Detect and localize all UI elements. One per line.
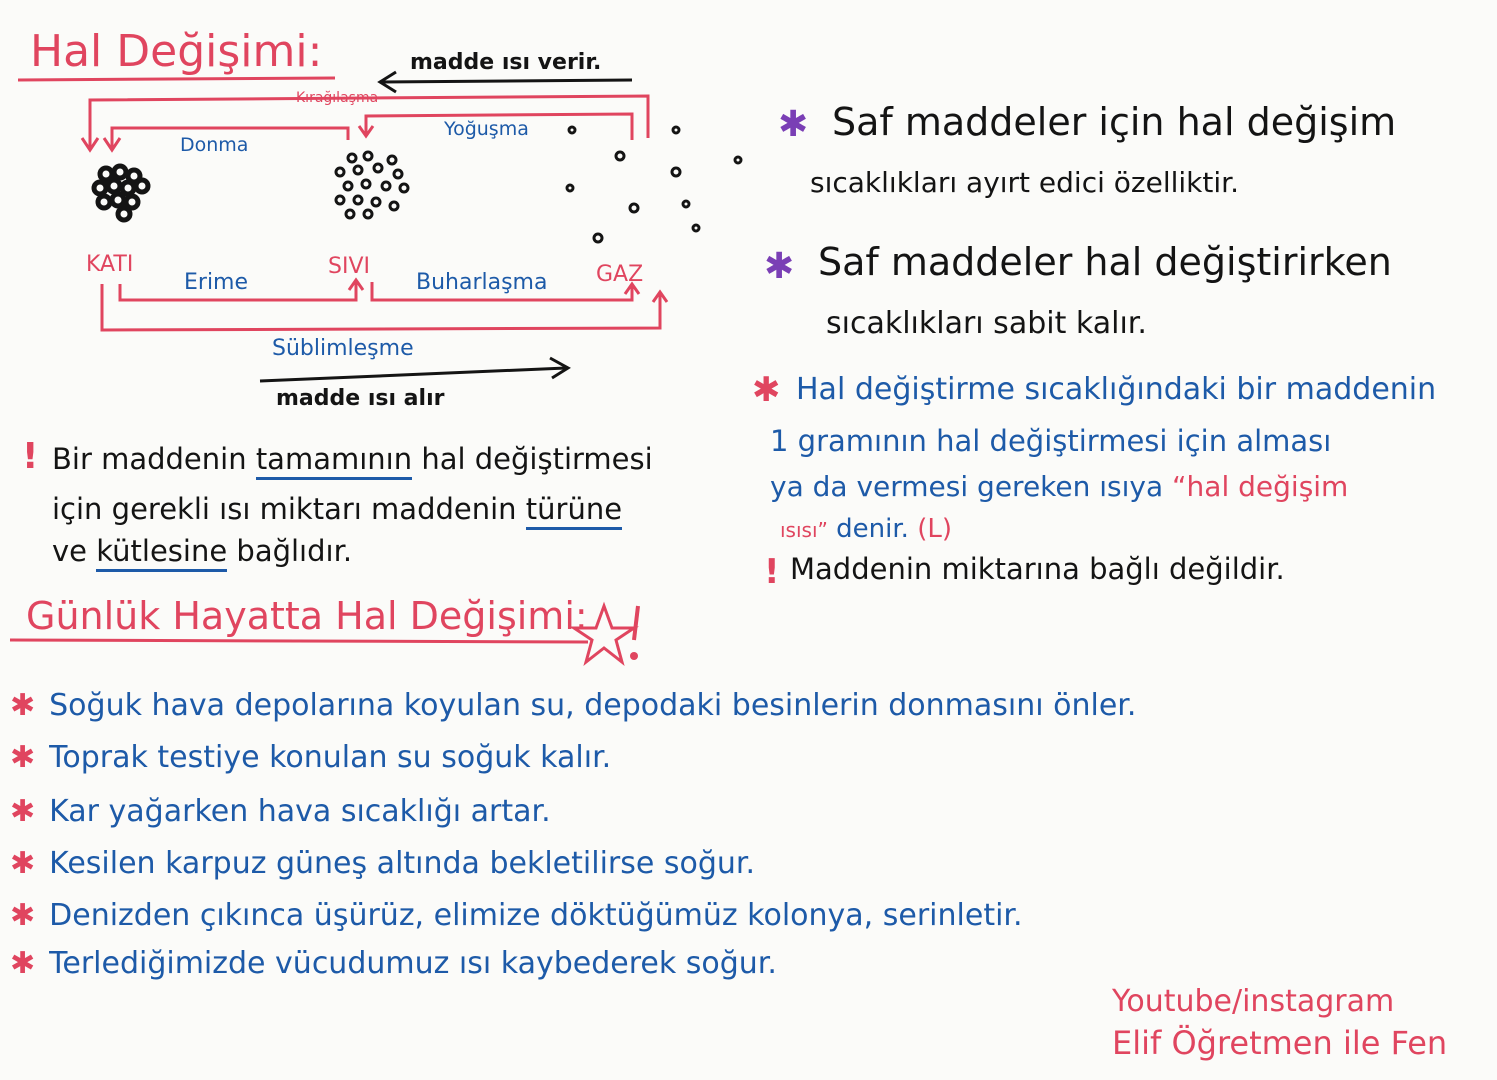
right-note1-line2: sıcaklıkları ayırt edici özelliktir.	[810, 166, 1239, 199]
asterisk-icon: ✱	[764, 246, 795, 287]
exclamation-icon: !	[764, 552, 780, 592]
daily-item-text: Kesilen karpuz güneş altında bekletilirse soğur.	[49, 846, 756, 881]
credit-line2: Elif Öğretmen ile Fen	[1112, 1024, 1448, 1062]
daily-item-text: Denizden çıkınca üşürüz, elimize döktüğümüz kolonya, serinletir.	[49, 898, 1023, 933]
asterisk-icon: ✱	[10, 794, 36, 829]
title-underline	[18, 78, 335, 80]
left-note-line2	[52, 492, 622, 526]
right-note-symbol: (L)	[917, 514, 952, 544]
left-note-text: hal değiştirmesi	[421, 442, 653, 476]
right-note4: Maddenin miktarına bağlı değildir.	[790, 552, 1285, 586]
evaporation-label: Buharlaşma	[416, 270, 548, 295]
credit-line1: Youtube/instagram	[1112, 984, 1395, 1019]
left-note-line1	[52, 442, 653, 476]
asterisk-icon: ✱	[10, 740, 36, 775]
sublimation-label: Süblimleşme	[272, 336, 414, 361]
heat-absorb-label: madde ısı alır	[276, 386, 445, 411]
right-note3-line3	[770, 470, 1348, 503]
asterisk-icon: ✱	[778, 104, 809, 145]
daily-item-text: Soğuk hava depolarına koyulan su, depodaki besinlerin donmasını önler.	[49, 688, 1137, 723]
daily-title: Günlük Hayatta Hal Değişimi:	[26, 594, 588, 638]
heat-release-label: madde ısı verir.	[410, 50, 602, 75]
right-note-text: denir.	[836, 514, 909, 544]
left-note-underlined: kütlesine	[96, 534, 227, 572]
gas-label: GAZ	[596, 262, 644, 287]
deposition-label: Kırağılaşma	[296, 90, 379, 106]
daily-item	[10, 898, 1023, 933]
daily-item-text: Terlediğimizde vücudumuz ısı kaybederek soğur.	[49, 946, 777, 981]
asterisk-icon: ✱	[10, 688, 36, 723]
right-note3-line1: Hal değiştirme sıcaklığındaki bir maddenin	[796, 372, 1437, 407]
left-note-underlined: türüne	[526, 492, 622, 530]
liquid-label: SIVI	[328, 254, 370, 279]
daily-item-text: Kar yağarken hava sıcaklığı artar.	[49, 794, 551, 829]
right-note3-line4	[780, 514, 952, 544]
right-note1-line1: Saf maddeler için hal değişim	[832, 100, 1397, 144]
daily-title-underline	[10, 640, 588, 642]
condensation-label: Yoğuşma	[444, 118, 529, 140]
right-note-text: ya da vermesi gereken ısıya	[770, 470, 1164, 503]
daily-item	[10, 688, 1136, 723]
melting-label: Erime	[184, 270, 249, 295]
heat-absorb-arrow	[260, 368, 566, 381]
heat-release-arrow	[380, 80, 632, 82]
page-title: Hal Değişimi:	[30, 26, 323, 77]
gas-particles	[567, 127, 741, 242]
left-note-text: için gerekli ısı miktarı maddenin	[52, 492, 517, 526]
daily-item	[10, 740, 611, 775]
asterisk-icon: ✱	[10, 898, 36, 933]
asterisk-icon: ✱	[10, 846, 36, 881]
daily-item	[10, 794, 551, 829]
left-note-line3	[52, 534, 352, 568]
liquid-particles	[336, 152, 408, 218]
left-note-text: ve	[52, 534, 88, 568]
right-note2-line1: Saf maddeler hal değiştirirken	[818, 240, 1392, 284]
daily-item	[10, 846, 755, 881]
left-note-underlined: tamamının	[256, 442, 412, 480]
freezing-label: Donma	[180, 134, 249, 156]
daily-item	[10, 946, 777, 981]
right-note-term: “hal değişim	[1172, 470, 1349, 503]
asterisk-icon: ✱	[752, 370, 781, 410]
left-note-text: bağlıdır.	[236, 534, 353, 568]
right-note-term: ısısı”	[780, 518, 828, 542]
daily-item-text: Toprak testiye konulan su soğuk kalır.	[49, 740, 612, 775]
solid-label: KATI	[86, 252, 134, 277]
asterisk-icon: ✱	[10, 946, 36, 981]
solid-particles	[94, 166, 148, 220]
left-note-text: Bir maddenin	[52, 442, 247, 476]
right-note2-line2: sıcaklıkları sabit kalır.	[826, 306, 1147, 341]
right-note3-line2: 1 gramının hal değiştirmesi için alması	[770, 424, 1332, 458]
exclamation-icon: !	[22, 436, 39, 477]
